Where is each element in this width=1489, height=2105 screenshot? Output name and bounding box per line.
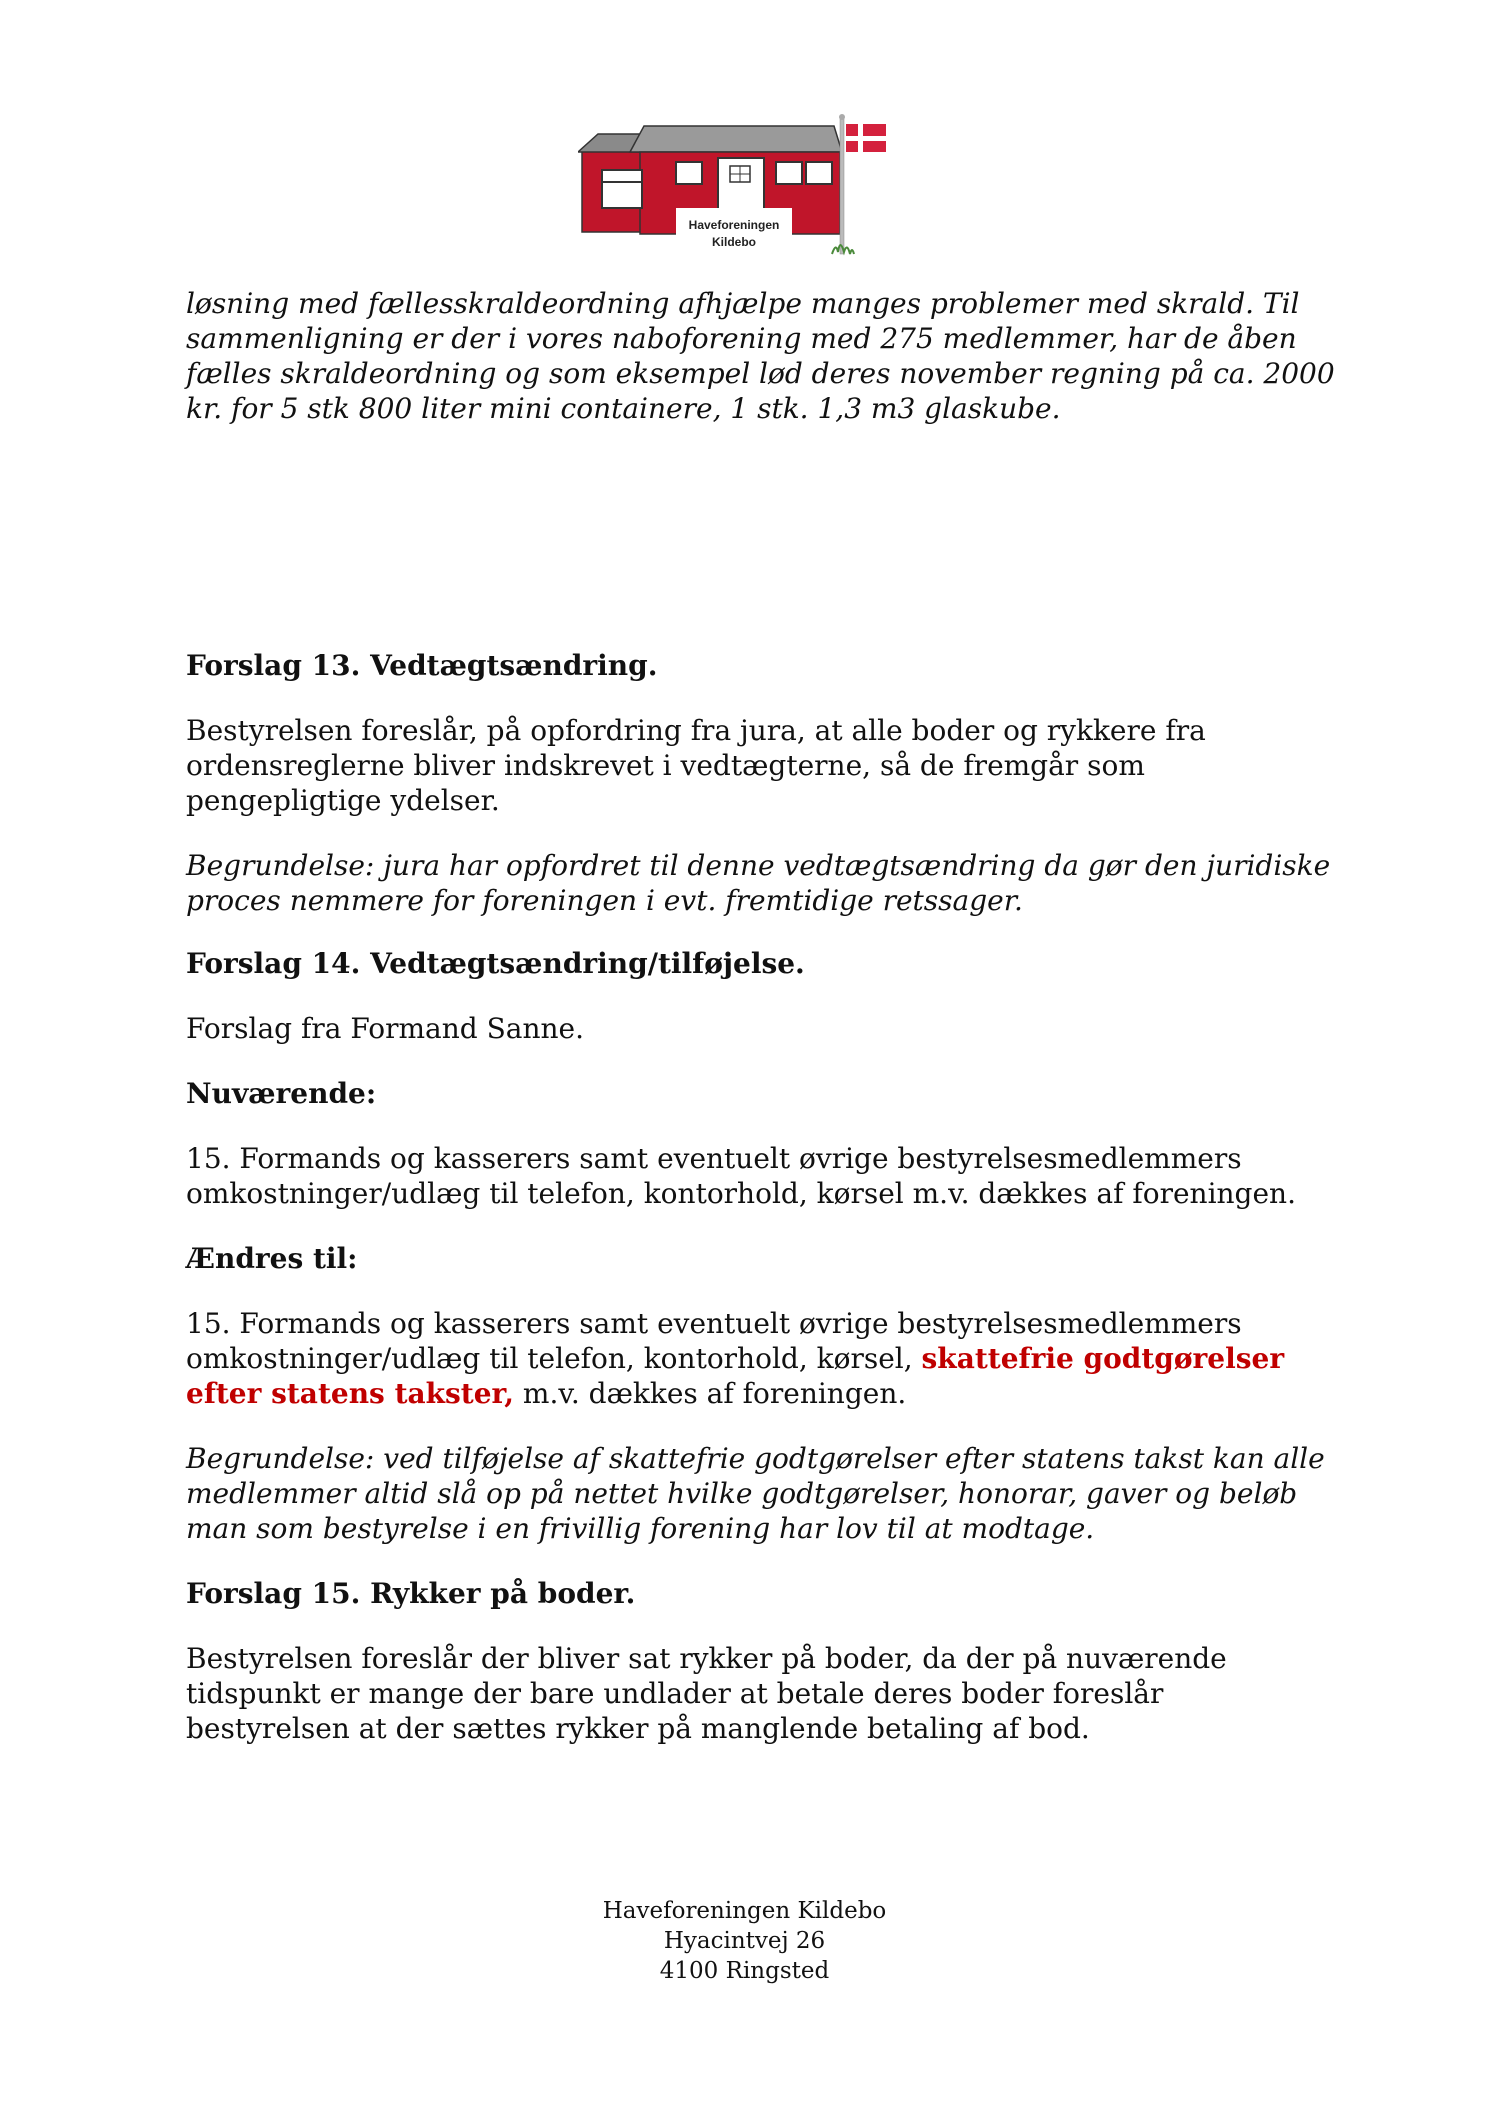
current-text <box>186 1141 1346 1211</box>
body-line <box>186 1376 1346 1411</box>
change-label: Ændres til: <box>186 1242 358 1275</box>
body-line: 15. Formands og kasserers samt eventuelt øvrige bestyrelsesmedlemmers <box>186 1307 1242 1340</box>
footer-city: 4100 Ringsted <box>659 1958 830 1984</box>
reason-line: Begrundelse: jura har opfordret til denne vedtægtsændring da gør den juridiske <box>186 849 1331 882</box>
logo-text-line1: Haveforeningen <box>688 218 780 232</box>
change-line3-post: m.v. dækkes af foreningen. <box>514 1377 907 1410</box>
forslag-14-proposer: Forslag fra Formand Sanne. <box>186 1012 584 1045</box>
changed-text <box>186 1306 1346 1411</box>
reason-line: Begrundelse: ved tilføjelse af skattefrie godtgørelser efter statens takst kan alle <box>186 1442 1325 1475</box>
body-line <box>186 1341 1346 1376</box>
forslag-14-reason <box>186 1441 1346 1546</box>
change-highlight: efter statens takster, <box>186 1377 515 1410</box>
change-line2-pre: omkostninger/udlæg til telefon, kontorhold, kørsel, <box>186 1342 922 1375</box>
logo-text-line2: Kildebo <box>712 235 756 249</box>
intro-line: kr. for 5 stk 800 liter mini containere, 1 stk. 1,3 m3 glaskube. <box>186 392 1061 425</box>
footer-address <box>0 1896 1489 1986</box>
intro-line: sammenligning er der i vores naboforening med 275 medlemmer, har de åben <box>186 322 1297 355</box>
body-line: pengepligtige ydelser. <box>186 784 500 817</box>
intro-line: løsning med fællesskraldeordning afhjælpe manges problemer med skrald. Til <box>186 287 1300 320</box>
forslag-14-heading: Forslag 14. Vedtægtsændring/tilføjelse. <box>186 947 805 980</box>
forslag-13-heading: Forslag 13. Vedtægtsændring. <box>186 649 658 682</box>
forslag-13-reason <box>186 848 1346 918</box>
body-line: omkostninger/udlæg til telefon, kontorhold, kørsel m.v. dækkes af foreningen. <box>186 1177 1296 1210</box>
body-line: Bestyrelsen foreslår, på opfordring fra jura, at alle boder og rykkere fra <box>186 714 1206 747</box>
body-line: bestyrelsen at der sættes rykker på manglende betaling af bod. <box>186 1712 1090 1745</box>
footer-street: Hyacintvej 26 <box>663 1928 826 1954</box>
body-line: 15. Formands og kasserers samt eventuelt øvrige bestyrelsesmedlemmers <box>186 1142 1242 1175</box>
forslag-13-body <box>186 713 1346 818</box>
body-line: tidspunkt er mange der bare undlader at betale deres boder foreslår <box>186 1677 1164 1710</box>
body-line: Bestyrelsen foreslår der bliver sat rykker på boder, da der på nuværende <box>186 1642 1227 1675</box>
intro-line: fælles skraldeordning og som eksempel lød deres november regning på ca. 2000 <box>186 357 1335 390</box>
forslag-15-body <box>186 1641 1346 1746</box>
forslag-15-heading: Forslag 15. Rykker på boder. <box>186 1577 636 1610</box>
document-body <box>186 286 1346 1746</box>
change-highlight: skattefrie godtgørelser <box>921 1342 1285 1375</box>
reason-line: man som bestyrelse i en frivillig forening har lov til at modtage. <box>186 1512 1095 1545</box>
body-line: ordensreglerne bliver indskrevet i vedtægterne, så de fremgår som <box>186 749 1145 782</box>
footer-name: Haveforeningen Kildebo <box>602 1898 887 1924</box>
haveforeningen-kildebo-logo <box>578 112 908 260</box>
reason-line: medlemmer altid slå op på nettet hvilke godtgørelser, honorar, gaver og beløb <box>186 1477 1298 1510</box>
current-label: Nuværende: <box>186 1077 377 1110</box>
reason-line: proces nemmere for foreningen i evt. fremtidige retssager. <box>186 884 1023 917</box>
intro-paragraph <box>186 286 1346 426</box>
